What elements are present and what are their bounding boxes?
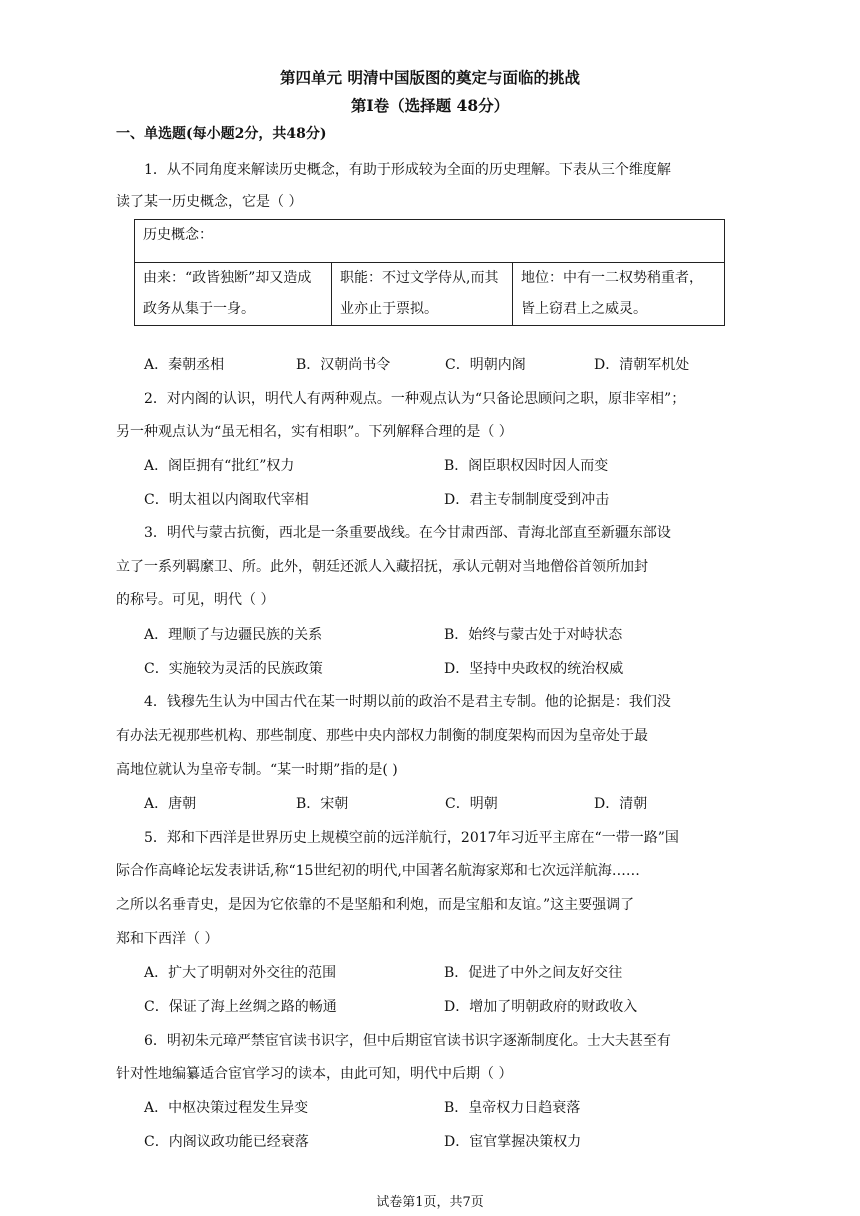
question-4-option-d: D．清朝 [594, 796, 648, 812]
concept-table [134, 219, 725, 326]
question-2-option-a: A．阁臣拥有“批红”权力 [144, 458, 295, 474]
question-6-option-a: A．中枢决策过程发生异变 [144, 1100, 309, 1116]
cell-text: 政务从集于一身。 [143, 301, 255, 317]
cell-text: 由来：“政皆独断”却又造成 [143, 270, 312, 286]
unit-title: 第四单元 明清中国版图的奠定与面临的挑战 [280, 68, 580, 87]
question-4-line-1: 4．钱穆先生认为中国古代在某一时期以前的政治不是君主专制。他的论据是：我们没 [144, 694, 671, 710]
question-1-line-2: 读了某一历史概念，它是（ ） [116, 194, 303, 210]
question-2-line-2: 另一种观点认为“虽无相名，实有相职”。下列解释合理的是（ ） [116, 424, 513, 440]
question-3-option-b: B．始终与蒙古处于对峙状态 [444, 627, 623, 643]
question-1-option-a: A．秦朝丞相 [144, 357, 225, 373]
question-3-option-d: D．坚持中央政权的统治权威 [444, 661, 624, 677]
question-2-option-b: B．阁臣职权因时因人而变 [444, 458, 609, 474]
question-3-line-3: 的称号。可见，明代（ ） [116, 592, 275, 608]
question-1-option-c: C．明朝内阁 [445, 357, 526, 373]
question-5-line-4: 郑和下西洋（ ） [116, 931, 219, 947]
question-4-line-2: 有办法无视那些机构、那些制度、那些中央内部权力制衡的制度架构而因为皇帝处于最 [116, 728, 648, 744]
cell-text: 皆上窃君上之威灵。 [521, 301, 647, 317]
question-5-line-1: 5．郑和下西洋是世界历史上规模空前的远洋航行，2017年习近平主席在“一带一路”国 [144, 830, 679, 846]
cell-text: 职能：不过文学侍从,而其 [340, 270, 499, 286]
table-cell-origin [135, 263, 332, 326]
question-3-option-a: A．理顺了与边疆民族的关系 [144, 627, 323, 643]
question-4-option-a: A．唐朝 [144, 796, 197, 812]
question-6-line-2: 针对性地编纂适合宦官学习的读本，由此可知，明代中后期（ ） [116, 1066, 513, 1082]
question-5-line-2: 际合作高峰论坛发表讲话,称“15世纪初的明代,中国著名航海家郑和七次远洋航海…… [116, 863, 640, 879]
question-3-line-2: 立了一系列羁縻卫、所。此外，朝廷还派人入藏招抚，承认元朝对当地僧俗首领所加封 [116, 559, 648, 575]
question-1-option-d: D．清朝军机处 [594, 357, 690, 373]
cell-text: 业亦止于票拟。 [340, 301, 438, 317]
question-4-option-c: C．明朝 [445, 796, 498, 812]
table-cell-function [332, 263, 513, 326]
page-footer: 试卷第1页，共7页 [376, 1195, 484, 1210]
question-3-option-c: C．实施较为灵活的民族政策 [144, 661, 323, 677]
question-2-option-c: C．明太祖以内阁取代宰相 [144, 492, 309, 508]
question-1-line-1: 1．从不同角度来解读历史概念，有助于形成较为全面的历史理解。下表从三个维度解 [144, 162, 671, 178]
question-5-line-3: 之所以名垂青史，是因为它依靠的不是坚船和利炮，而是宝船和友谊。”这主要强调了 [116, 897, 635, 913]
question-1-option-b: B．汉朝尚书令 [296, 357, 391, 373]
question-6-option-b: B．皇帝权力日趋衰落 [444, 1100, 581, 1116]
question-4-option-b: B．宋朝 [296, 796, 349, 812]
table-cell-status [513, 263, 725, 326]
question-6-option-d: D．宦官掌握决策权力 [444, 1134, 582, 1150]
concept-table-header: 历史概念： [135, 220, 725, 263]
cell-text: 地位：中有一二权势稍重者， [521, 270, 703, 286]
question-6-line-1: 6．明初朱元璋严禁宦官读书识字，但中后期宦官读书识字逐渐制度化。士大夫甚至有 [144, 1033, 671, 1049]
question-4-line-3: 高地位就认为皇帝专制。“某一时期”指的是( ) [116, 762, 398, 778]
question-5-option-a: A．扩大了明朝对外交往的范围 [144, 965, 337, 981]
question-3-line-1: 3．明代与蒙古抗衡，西北是一条重要战线。在今甘肃西部、青海北部直至新疆东部设 [144, 525, 671, 541]
section-heading: 一、单选题(每小题2分，共48分) [116, 126, 327, 142]
question-5-option-b: B．促进了中外之间友好交往 [444, 965, 623, 981]
question-6-option-c: C．内阁议政功能已经衰落 [144, 1134, 309, 1150]
question-5-option-d: D．增加了明朝政府的财政收入 [444, 999, 638, 1015]
question-2-option-d: D．君主专制制度受到冲击 [444, 492, 610, 508]
question-5-option-c: C．保证了海上丝绸之路的畅通 [144, 999, 337, 1015]
volume-title: 第Ⅰ卷（选择题 48分） [350, 96, 510, 115]
question-2-line-1: 2．对内阁的认识，明代人有两种观点。一种观点认为“只备论思顾问之职，原非宰相”； [144, 391, 686, 407]
